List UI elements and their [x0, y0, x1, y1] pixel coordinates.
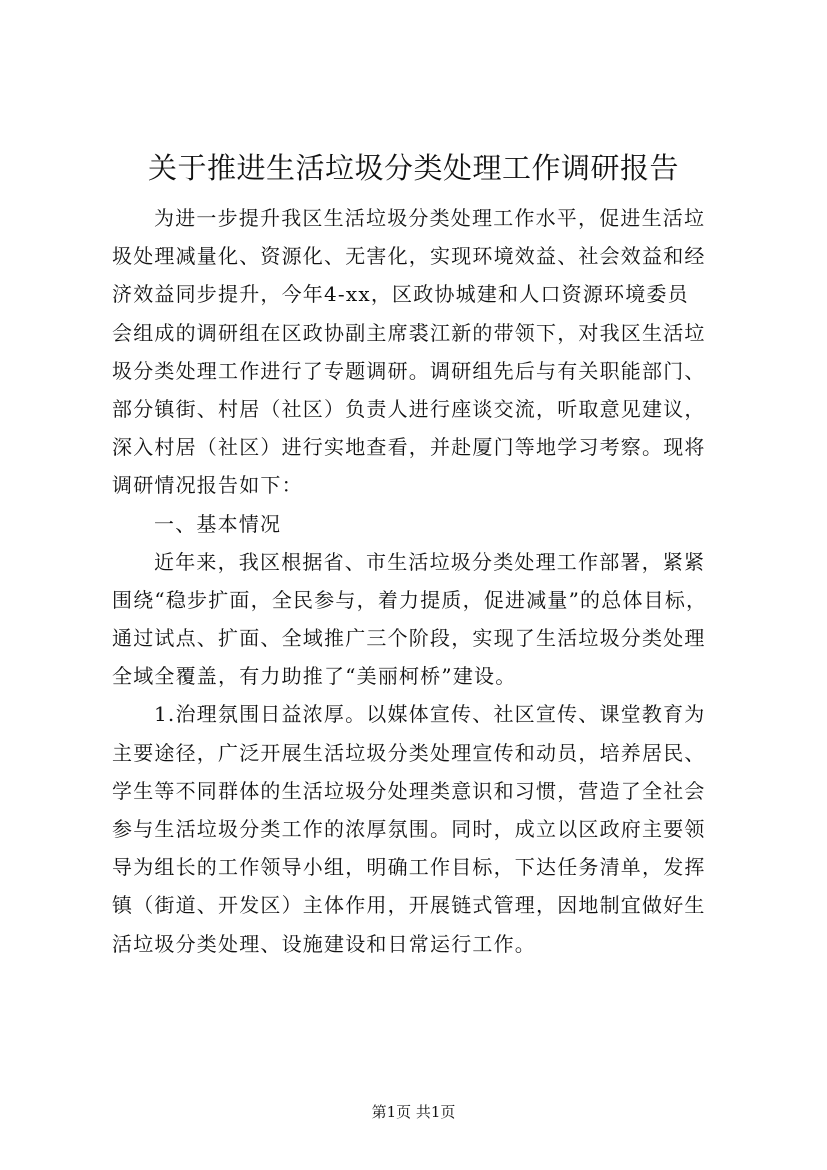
paragraph-line: 部分镇街、村居（社区）负责人进行座谈交流，听取意见建议， [112, 396, 706, 421]
paragraph-line: 为进一步提升我区生活垃圾分类处理工作水平，促进生活垃 [154, 206, 706, 230]
paragraph-line: 会组成的调研组在区政协副主席裘江新的带领下，对我区生活垃 [112, 320, 706, 345]
document-body [112, 199, 732, 963]
paragraph-line: 济效益同步提升，今年4-xx，区政协城建和人口资源环境委员 [112, 282, 689, 307]
section-heading: 一、基本情况 [154, 511, 282, 536]
paragraph-line: 通过试点、扩面、全域推广三个阶段，实现了生活垃圾分类处理 [112, 626, 706, 651]
paragraph-line: 全域全覆盖，有力助推了“美丽柯桥”建设。 [112, 664, 517, 689]
paragraph-line: 学生等不同群体的生活垃圾分处理类意识和习惯，营造了全社会 [112, 778, 706, 803]
paragraph-line: 1.治理氛围日益浓厚。以媒体宣传、社区宣传、课堂教育为 [154, 702, 706, 727]
paragraph-line: 调研情况报告如下： [112, 473, 303, 498]
paragraph-line: 主要途径，广泛开展生活垃圾分类处理宣传和动员，培养居民、 [112, 740, 706, 765]
paragraph-line: 活垃圾分类处理、设施建设和日常运行工作。 [112, 931, 536, 956]
paragraph-line: 围绕“稳步扩面，全民参与，着力提质，促进减量”的总体目标， [112, 587, 708, 612]
paragraph-line: 镇（街道、开发区）主体作用，开展链式管理，因地制宜做好生 [112, 893, 706, 918]
paragraph-line: 圾分类处理工作进行了专题调研。调研组先后与有关职能部门、 [112, 358, 706, 383]
paragraph-line: 导为组长的工作领导小组，明确工作目标，下达任务清单，发挥 [112, 855, 706, 880]
paragraph-line: 深入村居（社区）进行实地查看，并赴厦门等地学习考察。现将 [112, 435, 706, 460]
paragraph-line: 圾处理减量化、资源化、无害化，实现环境效益、社会效益和经 [112, 244, 706, 269]
paragraph-line: 近年来，我区根据省、市生活垃圾分类处理工作部署，紧紧 [154, 549, 706, 574]
paragraph-line: 参与生活垃圾分类工作的浓厚氛围。同时，成立以区政府主要领 [112, 817, 706, 841]
document-title: 关于推进生活垃圾分类处理工作调研报告 [147, 151, 679, 185]
page-footer: 第1页 共1页 [371, 1103, 456, 1121]
